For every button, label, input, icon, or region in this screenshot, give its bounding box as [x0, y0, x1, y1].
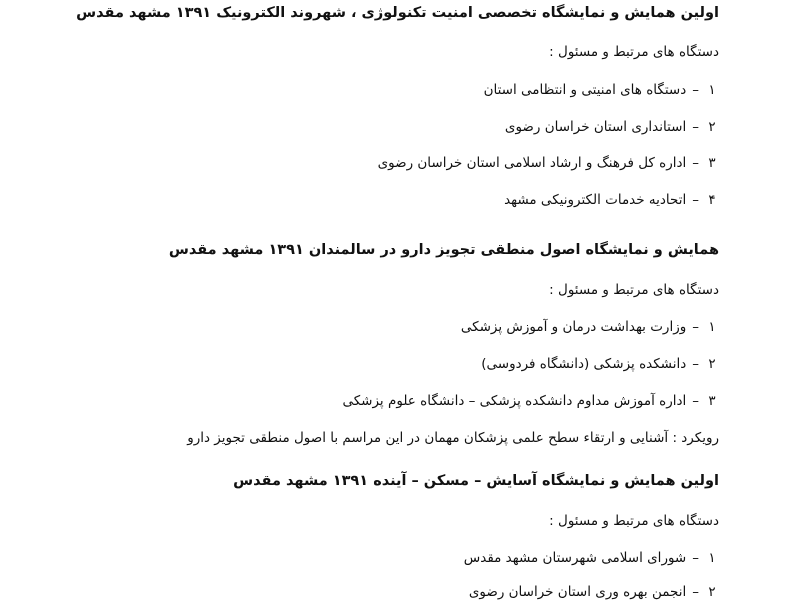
item-number: ۲: [708, 119, 716, 135]
item-text: اتحادیه خدمات الکترونیکی مشهد: [504, 192, 687, 208]
section-2-item-1: [461, 319, 719, 335]
item-text: دانشکده پزشکی (دانشگاه فردوسی): [481, 356, 687, 372]
section-1-item-1: [484, 82, 719, 98]
dash-separator: –: [692, 319, 699, 335]
dash-separator: –: [692, 550, 699, 566]
section-1-orgs-label: دستگاه های مرتبط و مسئول :: [549, 44, 719, 60]
item-number: ۱: [708, 550, 716, 566]
section-2-approach-note: رویکرد : آشنایی و ارتقاء سطح علمی پزشکان مهمان در این مراسم با اصول منطقی تجویز دارو: [187, 430, 719, 446]
item-text: شورای اسلامی شهرستان مشهد مقدس: [463, 550, 687, 566]
dash-separator: –: [692, 393, 699, 409]
item-number: ۴: [708, 192, 716, 208]
section-1-title: اولین همایش و نمایشگاه تخصصی امنیت تکنولوژی ، شهروند الکترونیک ۱۳۹۱ مشهد مقدس: [76, 5, 719, 21]
item-number: ۳: [708, 393, 716, 409]
dash-separator: –: [692, 584, 699, 600]
section-2-item-2: [481, 356, 719, 372]
item-number: ۳: [708, 155, 716, 171]
section-2-orgs-label: دستگاه های مرتبط و مسئول :: [549, 282, 719, 298]
dash-separator: –: [692, 155, 699, 171]
item-text: اداره کل فرهنگ و ارشاد اسلامی استان خراسان رضوی: [377, 155, 687, 171]
dash-separator: –: [692, 119, 699, 135]
dash-separator: –: [692, 356, 699, 372]
item-text: انجمن بهره وری استان خراسان رضوی: [468, 584, 687, 600]
section-1-item-3: [378, 155, 719, 171]
section-2-title: همایش و نمایشگاه اصول منطقی تجویز دارو در سالمندان ۱۳۹۱ مشهد مقدس: [168, 242, 719, 258]
item-text: وزارت بهداشت درمان و آموزش پزشکی: [460, 319, 687, 335]
item-number: ۱: [708, 319, 716, 335]
section-3-item-1: [464, 550, 719, 566]
item-number: ۱: [708, 82, 716, 98]
section-1-item-2: [505, 119, 719, 135]
section-3-title: اولین همایش و نمایشگاه آسایش – مسکن – آینده ۱۳۹۱ مشهد مقدس: [233, 473, 719, 489]
item-number: ۲: [708, 584, 716, 600]
section-3-item-2: [469, 584, 719, 600]
item-text: استانداری استان خراسان رضوی: [504, 119, 687, 135]
item-text: اداره آموزش مداوم دانشکده پزشکی – دانشگاه علوم پزشکی: [342, 393, 687, 409]
section-3-orgs-label: دستگاه های مرتبط و مسئول :: [549, 513, 719, 529]
dash-separator: –: [692, 82, 699, 98]
dash-separator: –: [692, 192, 699, 208]
section-2-item-3: [342, 393, 719, 409]
item-number: ۲: [708, 356, 716, 372]
section-1-item-4: [504, 192, 719, 208]
item-text: دستگاه های امنیتی و انتظامی استان: [483, 82, 687, 98]
